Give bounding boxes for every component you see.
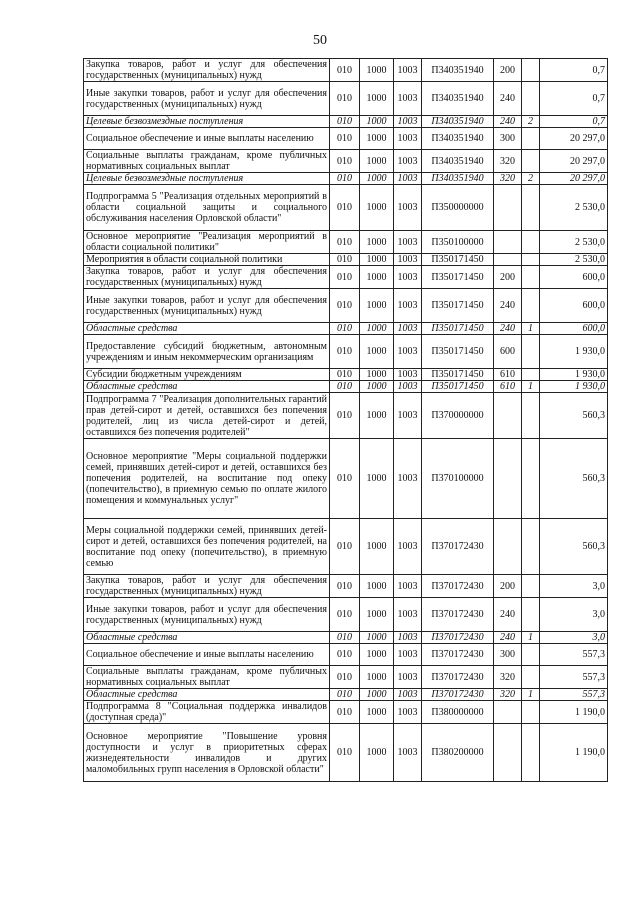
row-section-code: 1000 — [360, 173, 394, 185]
row-funding-source: 1 — [522, 689, 540, 701]
row-name: Предоставление субсидий бюджетным, автономным учреждениям и иным некоммерческим организациям — [84, 335, 330, 369]
row-sum: 0,7 — [540, 82, 608, 116]
row-ved-code: 010 — [330, 644, 360, 666]
row-subsection-code: 1003 — [394, 128, 422, 150]
row-expense-type: 240 — [494, 323, 522, 335]
row-ved-code: 010 — [330, 519, 360, 575]
row-subsection-code: 1003 — [394, 150, 422, 173]
row-target-article: П350171450 — [422, 289, 494, 323]
row-funding-source — [522, 128, 540, 150]
row-target-article: П370000000 — [422, 393, 494, 439]
row-target-article: П340351940 — [422, 128, 494, 150]
row-target-article: П370100000 — [422, 439, 494, 519]
table-row — [84, 150, 608, 173]
row-subsection-code: 1003 — [394, 369, 422, 381]
row-section-code: 1000 — [360, 59, 394, 82]
row-funding-source — [522, 254, 540, 266]
row-funding-source — [522, 519, 540, 575]
row-sum: 1 930,0 — [540, 381, 608, 393]
row-subsection-code: 1003 — [394, 323, 422, 335]
row-expense-type — [494, 724, 522, 782]
row-subsection-code: 1003 — [394, 689, 422, 701]
row-ved-code: 010 — [330, 82, 360, 116]
row-ved-code: 010 — [330, 724, 360, 782]
row-ved-code: 010 — [330, 598, 360, 632]
row-name: Субсидии бюджетным учреждениям — [84, 369, 330, 381]
table-row — [84, 289, 608, 323]
row-sum: 560,3 — [540, 393, 608, 439]
row-target-article: П350000000 — [422, 185, 494, 231]
row-ved-code: 010 — [330, 254, 360, 266]
row-sum: 600,0 — [540, 323, 608, 335]
row-funding-source — [522, 335, 540, 369]
row-expense-type: 300 — [494, 128, 522, 150]
row-name: Областные средства — [84, 323, 330, 335]
row-ved-code: 010 — [330, 701, 360, 724]
table-row — [84, 689, 608, 701]
table-body — [84, 59, 608, 782]
row-expense-type — [494, 439, 522, 519]
row-expense-type: 320 — [494, 173, 522, 185]
row-sum: 1 190,0 — [540, 701, 608, 724]
row-target-article: П370172430 — [422, 575, 494, 598]
row-target-article: П340351940 — [422, 173, 494, 185]
row-funding-source — [522, 266, 540, 289]
row-expense-type: 300 — [494, 644, 522, 666]
row-name: Подпрограмма 7 "Реализация дополнительных гарантий прав детей-сирот и детей, оставшихся без попечения родителей, лиц из числа детей-сирот и детей, оставшихся без попечения родителей" — [84, 393, 330, 439]
table-row — [84, 185, 608, 231]
row-target-article: П350100000 — [422, 231, 494, 254]
row-sum: 2 530,0 — [540, 254, 608, 266]
row-name: Социальные выплаты гражданам, кроме публичных нормативных социальных выплат — [84, 666, 330, 689]
row-subsection-code: 1003 — [394, 82, 422, 116]
row-subsection-code: 1003 — [394, 289, 422, 323]
row-expense-type — [494, 254, 522, 266]
row-section-code: 1000 — [360, 381, 394, 393]
row-ved-code: 010 — [330, 369, 360, 381]
table-row — [84, 381, 608, 393]
row-ved-code: 010 — [330, 439, 360, 519]
table-row — [84, 173, 608, 185]
row-subsection-code: 1003 — [394, 393, 422, 439]
row-section-code: 1000 — [360, 82, 394, 116]
row-name: Закупка товаров, работ и услуг для обеспечения государственных (муниципальных) нужд — [84, 266, 330, 289]
row-target-article: П350171450 — [422, 323, 494, 335]
row-subsection-code: 1003 — [394, 598, 422, 632]
row-expense-type: 240 — [494, 632, 522, 644]
row-expense-type: 200 — [494, 59, 522, 82]
row-subsection-code: 1003 — [394, 335, 422, 369]
row-ved-code: 010 — [330, 231, 360, 254]
table-row — [84, 335, 608, 369]
row-ved-code: 010 — [330, 632, 360, 644]
row-subsection-code: 1003 — [394, 632, 422, 644]
row-subsection-code: 1003 — [394, 266, 422, 289]
table-row — [84, 701, 608, 724]
row-expense-type — [494, 231, 522, 254]
row-sum: 1 930,0 — [540, 369, 608, 381]
row-expense-type — [494, 519, 522, 575]
row-section-code: 1000 — [360, 369, 394, 381]
row-sum: 3,0 — [540, 575, 608, 598]
row-target-article: П380000000 — [422, 701, 494, 724]
row-expense-type — [494, 393, 522, 439]
row-expense-type: 320 — [494, 689, 522, 701]
row-subsection-code: 1003 — [394, 701, 422, 724]
row-subsection-code: 1003 — [394, 519, 422, 575]
row-funding-source — [522, 666, 540, 689]
row-funding-source — [522, 185, 540, 231]
table-row — [84, 644, 608, 666]
row-target-article: П350171450 — [422, 266, 494, 289]
row-sum: 560,3 — [540, 439, 608, 519]
row-funding-source — [522, 369, 540, 381]
row-ved-code: 010 — [330, 266, 360, 289]
row-name: Областные средства — [84, 689, 330, 701]
row-target-article: П340351940 — [422, 59, 494, 82]
row-section-code: 1000 — [360, 724, 394, 782]
row-expense-type: 240 — [494, 116, 522, 128]
row-target-article: П370172430 — [422, 598, 494, 632]
row-ved-code: 010 — [330, 128, 360, 150]
row-name: Иные закупки товаров, работ и услуг для обеспечения государственных (муниципальных) нужд — [84, 289, 330, 323]
row-section-code: 1000 — [360, 393, 394, 439]
row-funding-source: 1 — [522, 381, 540, 393]
row-section-code: 1000 — [360, 439, 394, 519]
row-subsection-code: 1003 — [394, 185, 422, 231]
row-section-code: 1000 — [360, 598, 394, 632]
row-section-code: 1000 — [360, 701, 394, 724]
row-sum: 1 190,0 — [540, 724, 608, 782]
row-ved-code: 010 — [330, 116, 360, 128]
row-funding-source — [522, 724, 540, 782]
row-ved-code: 010 — [330, 150, 360, 173]
page-number: 50 — [313, 33, 327, 48]
row-ved-code: 010 — [330, 689, 360, 701]
row-expense-type: 320 — [494, 150, 522, 173]
row-sum: 600,0 — [540, 289, 608, 323]
row-section-code: 1000 — [360, 666, 394, 689]
budget-table — [83, 58, 608, 782]
row-target-article: П380200000 — [422, 724, 494, 782]
row-expense-type: 240 — [494, 598, 522, 632]
row-sum: 1 930,0 — [540, 335, 608, 369]
row-name: Основное мероприятие "Повышение уровня доступности и услуг в приоритетных сферах жизнедеятельности инвалидов и других маломобильных групп населения в Орловской области" — [84, 724, 330, 782]
row-sum: 3,0 — [540, 598, 608, 632]
row-ved-code: 010 — [330, 59, 360, 82]
row-expense-type: 240 — [494, 82, 522, 116]
row-name: Социальное обеспечение и иные выплаты населению — [84, 128, 330, 150]
row-ved-code: 010 — [330, 666, 360, 689]
row-subsection-code: 1003 — [394, 59, 422, 82]
row-section-code: 1000 — [360, 289, 394, 323]
table-row — [84, 632, 608, 644]
row-subsection-code: 1003 — [394, 116, 422, 128]
row-subsection-code: 1003 — [394, 724, 422, 782]
row-sum: 20 297,0 — [540, 173, 608, 185]
row-name: Иные закупки товаров, работ и услуг для обеспечения государственных (муниципальных) нужд — [84, 598, 330, 632]
row-section-code: 1000 — [360, 519, 394, 575]
row-target-article: П370172430 — [422, 689, 494, 701]
table-row — [84, 724, 608, 782]
row-target-article: П350171450 — [422, 381, 494, 393]
table-row — [84, 254, 608, 266]
row-ved-code: 010 — [330, 173, 360, 185]
row-sum: 0,7 — [540, 59, 608, 82]
row-subsection-code: 1003 — [394, 173, 422, 185]
row-section-code: 1000 — [360, 266, 394, 289]
row-section-code: 1000 — [360, 575, 394, 598]
row-sum: 20 297,0 — [540, 128, 608, 150]
row-ved-code: 010 — [330, 393, 360, 439]
row-funding-source — [522, 701, 540, 724]
row-sum: 557,3 — [540, 666, 608, 689]
row-expense-type — [494, 185, 522, 231]
row-target-article: П340351940 — [422, 82, 494, 116]
row-ved-code: 010 — [330, 335, 360, 369]
row-target-article: П350171450 — [422, 335, 494, 369]
row-sum: 557,3 — [540, 689, 608, 701]
table-row — [84, 128, 608, 150]
table-row — [84, 231, 608, 254]
row-target-article: П340351940 — [422, 150, 494, 173]
row-target-article: П350171450 — [422, 254, 494, 266]
row-name: Целевые безвозмездные поступления — [84, 173, 330, 185]
row-funding-source — [522, 150, 540, 173]
row-name: Социальные выплаты гражданам, кроме публичных нормативных социальных выплат — [84, 150, 330, 173]
row-name: Целевые безвозмездные поступления — [84, 116, 330, 128]
row-sum: 20 297,0 — [540, 150, 608, 173]
row-expense-type: 610 — [494, 381, 522, 393]
row-funding-source — [522, 644, 540, 666]
row-subsection-code: 1003 — [394, 666, 422, 689]
row-name: Подпрограмма 5 "Реализация отдельных мероприятий в области социальной защиты и социального обслуживания населения Орловской области" — [84, 185, 330, 231]
row-name: Закупка товаров, работ и услуг для обеспечения государственных (муниципальных) нужд — [84, 59, 330, 82]
row-target-article: П340351940 — [422, 116, 494, 128]
row-subsection-code: 1003 — [394, 381, 422, 393]
row-target-article: П370172430 — [422, 666, 494, 689]
row-funding-source — [522, 439, 540, 519]
row-funding-source — [522, 598, 540, 632]
row-target-article: П350171450 — [422, 369, 494, 381]
table-row — [84, 519, 608, 575]
row-name: Иные закупки товаров, работ и услуг для обеспечения государственных (муниципальных) нужд — [84, 82, 330, 116]
row-sum: 3,0 — [540, 632, 608, 644]
table-row — [84, 323, 608, 335]
row-expense-type — [494, 701, 522, 724]
row-section-code: 1000 — [360, 254, 394, 266]
row-sum: 560,3 — [540, 519, 608, 575]
row-section-code: 1000 — [360, 150, 394, 173]
row-target-article: П370172430 — [422, 632, 494, 644]
row-subsection-code: 1003 — [394, 439, 422, 519]
row-subsection-code: 1003 — [394, 644, 422, 666]
table-row — [84, 598, 608, 632]
row-sum: 557,3 — [540, 644, 608, 666]
row-ved-code: 010 — [330, 323, 360, 335]
row-funding-source — [522, 393, 540, 439]
row-expense-type: 610 — [494, 369, 522, 381]
table-row — [84, 266, 608, 289]
row-ved-code: 010 — [330, 575, 360, 598]
row-name: Мероприятия в области социальной политики — [84, 254, 330, 266]
row-expense-type: 200 — [494, 266, 522, 289]
row-target-article: П370172430 — [422, 519, 494, 575]
table-row — [84, 369, 608, 381]
row-section-code: 1000 — [360, 632, 394, 644]
row-funding-source — [522, 289, 540, 323]
row-subsection-code: 1003 — [394, 575, 422, 598]
row-funding-source: 1 — [522, 632, 540, 644]
row-name: Социальное обеспечение и иные выплаты населению — [84, 644, 330, 666]
row-name: Подпрограмма 8 "Социальная поддержка инвалидов (доступная среда)" — [84, 701, 330, 724]
row-subsection-code: 1003 — [394, 254, 422, 266]
table-row — [84, 82, 608, 116]
row-section-code: 1000 — [360, 689, 394, 701]
row-ved-code: 010 — [330, 185, 360, 231]
row-funding-source: 2 — [522, 116, 540, 128]
row-name: Областные средства — [84, 381, 330, 393]
row-section-code: 1000 — [360, 644, 394, 666]
row-section-code: 1000 — [360, 335, 394, 369]
row-name: Меры социальной поддержки семей, принявших детей-сирот и детей, оставшихся без попечения родителей, на воспитание под опеку (попечительство), в приемную семью — [84, 519, 330, 575]
table-row — [84, 575, 608, 598]
row-name: Закупка товаров, работ и услуг для обеспечения государственных (муниципальных) нужд — [84, 575, 330, 598]
row-section-code: 1000 — [360, 128, 394, 150]
table-row — [84, 116, 608, 128]
row-funding-source — [522, 231, 540, 254]
table-row — [84, 59, 608, 82]
row-funding-source: 2 — [522, 173, 540, 185]
row-funding-source — [522, 575, 540, 598]
row-section-code: 1000 — [360, 323, 394, 335]
row-funding-source: 1 — [522, 323, 540, 335]
row-section-code: 1000 — [360, 185, 394, 231]
table-row — [84, 666, 608, 689]
row-sum: 2 530,0 — [540, 231, 608, 254]
row-sum: 600,0 — [540, 266, 608, 289]
row-section-code: 1000 — [360, 116, 394, 128]
row-expense-type: 320 — [494, 666, 522, 689]
row-target-article: П370172430 — [422, 644, 494, 666]
row-ved-code: 010 — [330, 381, 360, 393]
row-name: Основное мероприятие "Реализация мероприятий в области социальной политики" — [84, 231, 330, 254]
row-funding-source — [522, 82, 540, 116]
row-name: Основное мероприятие "Меры социальной поддержки семей, принявших детей-сирот и детей, оставшихся без попечения родителей, на воспитание под опеку (попечительство), в приемную семью по оплате жилого помещения и коммунальных услуг" — [84, 439, 330, 519]
row-sum: 2 530,0 — [540, 185, 608, 231]
row-expense-type: 200 — [494, 575, 522, 598]
row-section-code: 1000 — [360, 231, 394, 254]
row-name: Областные средства — [84, 632, 330, 644]
row-funding-source — [522, 59, 540, 82]
row-expense-type: 600 — [494, 335, 522, 369]
table-row — [84, 439, 608, 519]
row-expense-type: 240 — [494, 289, 522, 323]
row-ved-code: 010 — [330, 289, 360, 323]
row-sum: 0,7 — [540, 116, 608, 128]
table-row — [84, 393, 608, 439]
row-subsection-code: 1003 — [394, 231, 422, 254]
